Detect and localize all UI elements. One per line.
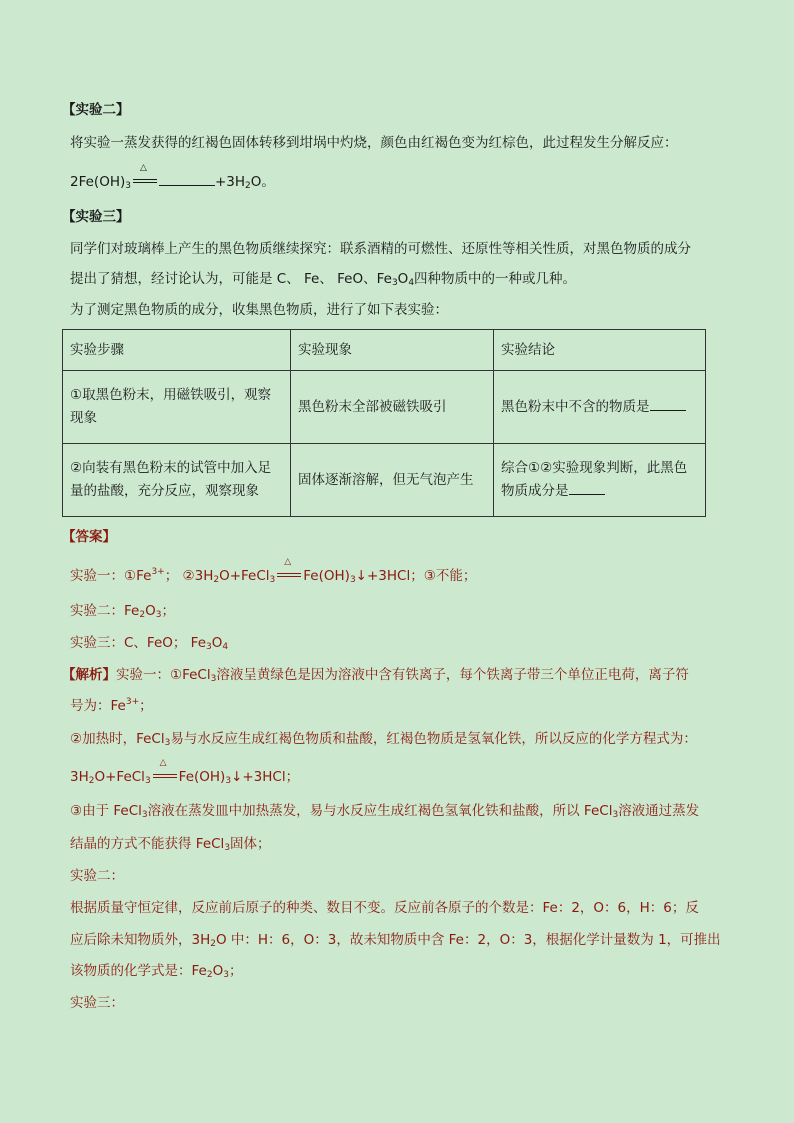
t: ； bbox=[228, 963, 243, 979]
conclusion-text-2: 物质成分是 bbox=[501, 483, 569, 499]
sub: 4 bbox=[222, 642, 229, 652]
cell-step bbox=[63, 444, 291, 517]
conclusion-text-1: 综合①②实验现象判断，此黑色 bbox=[501, 460, 688, 476]
header-phenomenon: 实验现象 bbox=[291, 330, 494, 371]
analysis-line-11: 实验三： bbox=[70, 995, 124, 1011]
sub: 3 bbox=[269, 575, 276, 585]
cell-step bbox=[63, 371, 291, 444]
t: 易与水反应生成红褐色物质和盐酸，红褐色物质是氢氧化铁，所以反应的化学方程式为： bbox=[170, 731, 697, 747]
t: ↓+3HCl； bbox=[231, 769, 300, 785]
analysis-line-3 bbox=[70, 729, 697, 749]
sub: 3 bbox=[349, 575, 356, 585]
step-line-2: 现象 bbox=[70, 410, 97, 426]
t: O bbox=[145, 603, 156, 619]
t: ； bbox=[161, 603, 175, 619]
t: Fe(OH) bbox=[303, 568, 350, 584]
exp2-title: 【实验二】 bbox=[62, 102, 130, 118]
t: O bbox=[211, 635, 223, 651]
sub: 2 bbox=[213, 575, 220, 585]
heat-triangle: △ bbox=[139, 163, 147, 173]
sub: 2 bbox=[139, 610, 146, 620]
analysis-line-5 bbox=[70, 801, 699, 821]
oxygen-symbol: O bbox=[397, 271, 409, 287]
heating-condition-icon bbox=[275, 557, 303, 580]
step-line-1: ①取黑色粉末，用磁铁吸引，观察 bbox=[70, 387, 272, 403]
step-line-2: 量的盐酸，充分反应，观察现象 bbox=[70, 483, 259, 499]
t: 号为：Fe bbox=[70, 698, 126, 714]
exp3-paragraph-2 bbox=[70, 269, 576, 289]
sub: 3 bbox=[612, 810, 619, 820]
t: Fe(OH) bbox=[178, 769, 226, 785]
sub: 3 bbox=[141, 810, 148, 820]
sub: 3 bbox=[225, 776, 232, 786]
answer-blank[interactable] bbox=[159, 171, 215, 186]
header-step: 实验步骤 bbox=[63, 330, 291, 371]
table-row bbox=[63, 371, 706, 444]
heating-condition-icon bbox=[131, 163, 159, 186]
t: ↓+3HCl；③不能； bbox=[355, 568, 477, 584]
t: O+FeCl bbox=[219, 568, 270, 584]
t: O 中：H：6，O：3，故未知物质中含 Fe：2，O：3，根据化学计量数为 1，可推出 bbox=[215, 932, 721, 948]
exp2-description: 将实验一蒸发获得的红褐色固体转移到坩埚中灼烧，颜色由红褐色变为红棕色，此过程发生分解反应： bbox=[70, 135, 678, 151]
t: 固体； bbox=[230, 836, 271, 852]
eq-product-sub: 2 bbox=[245, 181, 251, 191]
answer-title: 【答案】 bbox=[62, 529, 116, 545]
t: O+FeCl bbox=[94, 769, 145, 785]
table-header-row bbox=[63, 330, 706, 371]
t: 应后除未知物质外，3H bbox=[70, 932, 211, 948]
t: 实验三：C、FeO； Fe bbox=[70, 635, 207, 651]
sub: 3 bbox=[210, 674, 217, 684]
charge: 3+ bbox=[151, 567, 165, 577]
t: 实验一：①FeCl bbox=[116, 667, 211, 683]
sub: 2 bbox=[88, 776, 95, 786]
cell-conclusion bbox=[494, 371, 706, 444]
answer-line-1 bbox=[70, 557, 477, 586]
t: ； bbox=[139, 698, 153, 714]
charge: 3+ bbox=[125, 697, 140, 707]
analysis-line-9 bbox=[70, 930, 721, 950]
t: 实验二：Fe bbox=[70, 603, 140, 619]
answer-line-2 bbox=[70, 601, 175, 621]
sub: 3 bbox=[206, 642, 212, 652]
t: 溶液通过蒸发 bbox=[618, 803, 700, 819]
heat-triangle: △ bbox=[159, 758, 167, 768]
analysis-line-7: 实验二： bbox=[70, 868, 124, 884]
t: ②加热时，FeCl bbox=[70, 731, 165, 747]
sub: 3 bbox=[223, 970, 229, 980]
t: 实验一：①Fe bbox=[70, 568, 152, 584]
heating-condition-icon bbox=[151, 758, 179, 781]
sub: 3 bbox=[155, 610, 162, 620]
t: 溶液呈黄绿色是因为溶液中含有铁离子，每个铁离子带三个单位正电荷，离子符 bbox=[216, 667, 689, 683]
t: 该物质的化学式是：Fe bbox=[70, 963, 207, 979]
answer-blank[interactable] bbox=[650, 396, 686, 411]
analysis-line-10 bbox=[70, 961, 242, 981]
cell-conclusion bbox=[494, 444, 706, 517]
analysis-line-6 bbox=[70, 834, 271, 854]
analysis-title: 【解析】 bbox=[62, 667, 116, 683]
answer-line-3 bbox=[70, 633, 228, 653]
sub-4: 4 bbox=[408, 278, 415, 288]
experiment-table bbox=[62, 329, 706, 517]
header-conclusion: 实验结论 bbox=[494, 330, 706, 371]
sub: 2 bbox=[210, 939, 216, 949]
analysis-line-8: 根据质量守恒定律，反应前后原子的种类、数目不变。反应前各原子的个数是：Fe：2，O：6，H：6；反 bbox=[70, 900, 699, 916]
exp3-p2-end: 四种物质中的一种或几种。 bbox=[414, 271, 577, 287]
exp2-equation bbox=[70, 163, 275, 192]
t: ； ②3H bbox=[164, 568, 214, 584]
sub: 3 bbox=[144, 776, 151, 786]
step-line-1: ②向装有黑色粉末的试管中加入足 bbox=[70, 460, 272, 476]
eq-product: +3H bbox=[214, 174, 246, 190]
answer-blank[interactable] bbox=[569, 480, 605, 495]
t: ③由于 FeCl bbox=[70, 803, 142, 819]
t: 结晶的方式不能获得 FeCl bbox=[70, 836, 225, 852]
exp3-paragraph-3: 为了测定黑色物质的成分，收集黑色物质，进行了如下表实验： bbox=[70, 302, 448, 318]
t: 溶液在蒸发皿中加热蒸发，易与水反应生成红褐色氢氧化铁和盐酸，所以 FeCl bbox=[147, 803, 613, 819]
eq-reactant-sub: 3 bbox=[125, 181, 131, 191]
eq-product-end: O。 bbox=[250, 174, 275, 190]
exp3-paragraph-1: 同学们对玻璃棒上产生的黑色物质继续探究：联系酒精的可燃性、还原性等相关性质，对黑色物质的成分 bbox=[70, 241, 691, 257]
analysis-line-1 bbox=[62, 665, 689, 685]
sub: 2 bbox=[206, 970, 213, 980]
t: O bbox=[212, 963, 224, 979]
exp3-title: 【实验三】 bbox=[62, 209, 130, 225]
exp3-p2-text: 提出了猜想，经讨论认为，可能是 C、 Fe、 FeO、Fe bbox=[70, 271, 392, 287]
cell-phenomenon: 黑色粉末全部被磁铁吸引 bbox=[291, 371, 494, 444]
analysis-line-2 bbox=[70, 696, 153, 716]
t: 3H bbox=[70, 769, 89, 785]
sub: 3 bbox=[224, 843, 231, 853]
sub: 3 bbox=[164, 738, 171, 748]
cell-phenomenon: 固体逐渐溶解，但无气泡产生 bbox=[291, 444, 494, 517]
conclusion-text: 黑色粉末中不含的物质是 bbox=[501, 398, 650, 415]
heat-triangle: △ bbox=[284, 557, 292, 567]
eq-reactant: 2Fe(OH) bbox=[70, 174, 126, 190]
table-row bbox=[63, 444, 706, 517]
analysis-line-4 bbox=[70, 758, 300, 787]
sub-3: 3 bbox=[391, 278, 398, 288]
